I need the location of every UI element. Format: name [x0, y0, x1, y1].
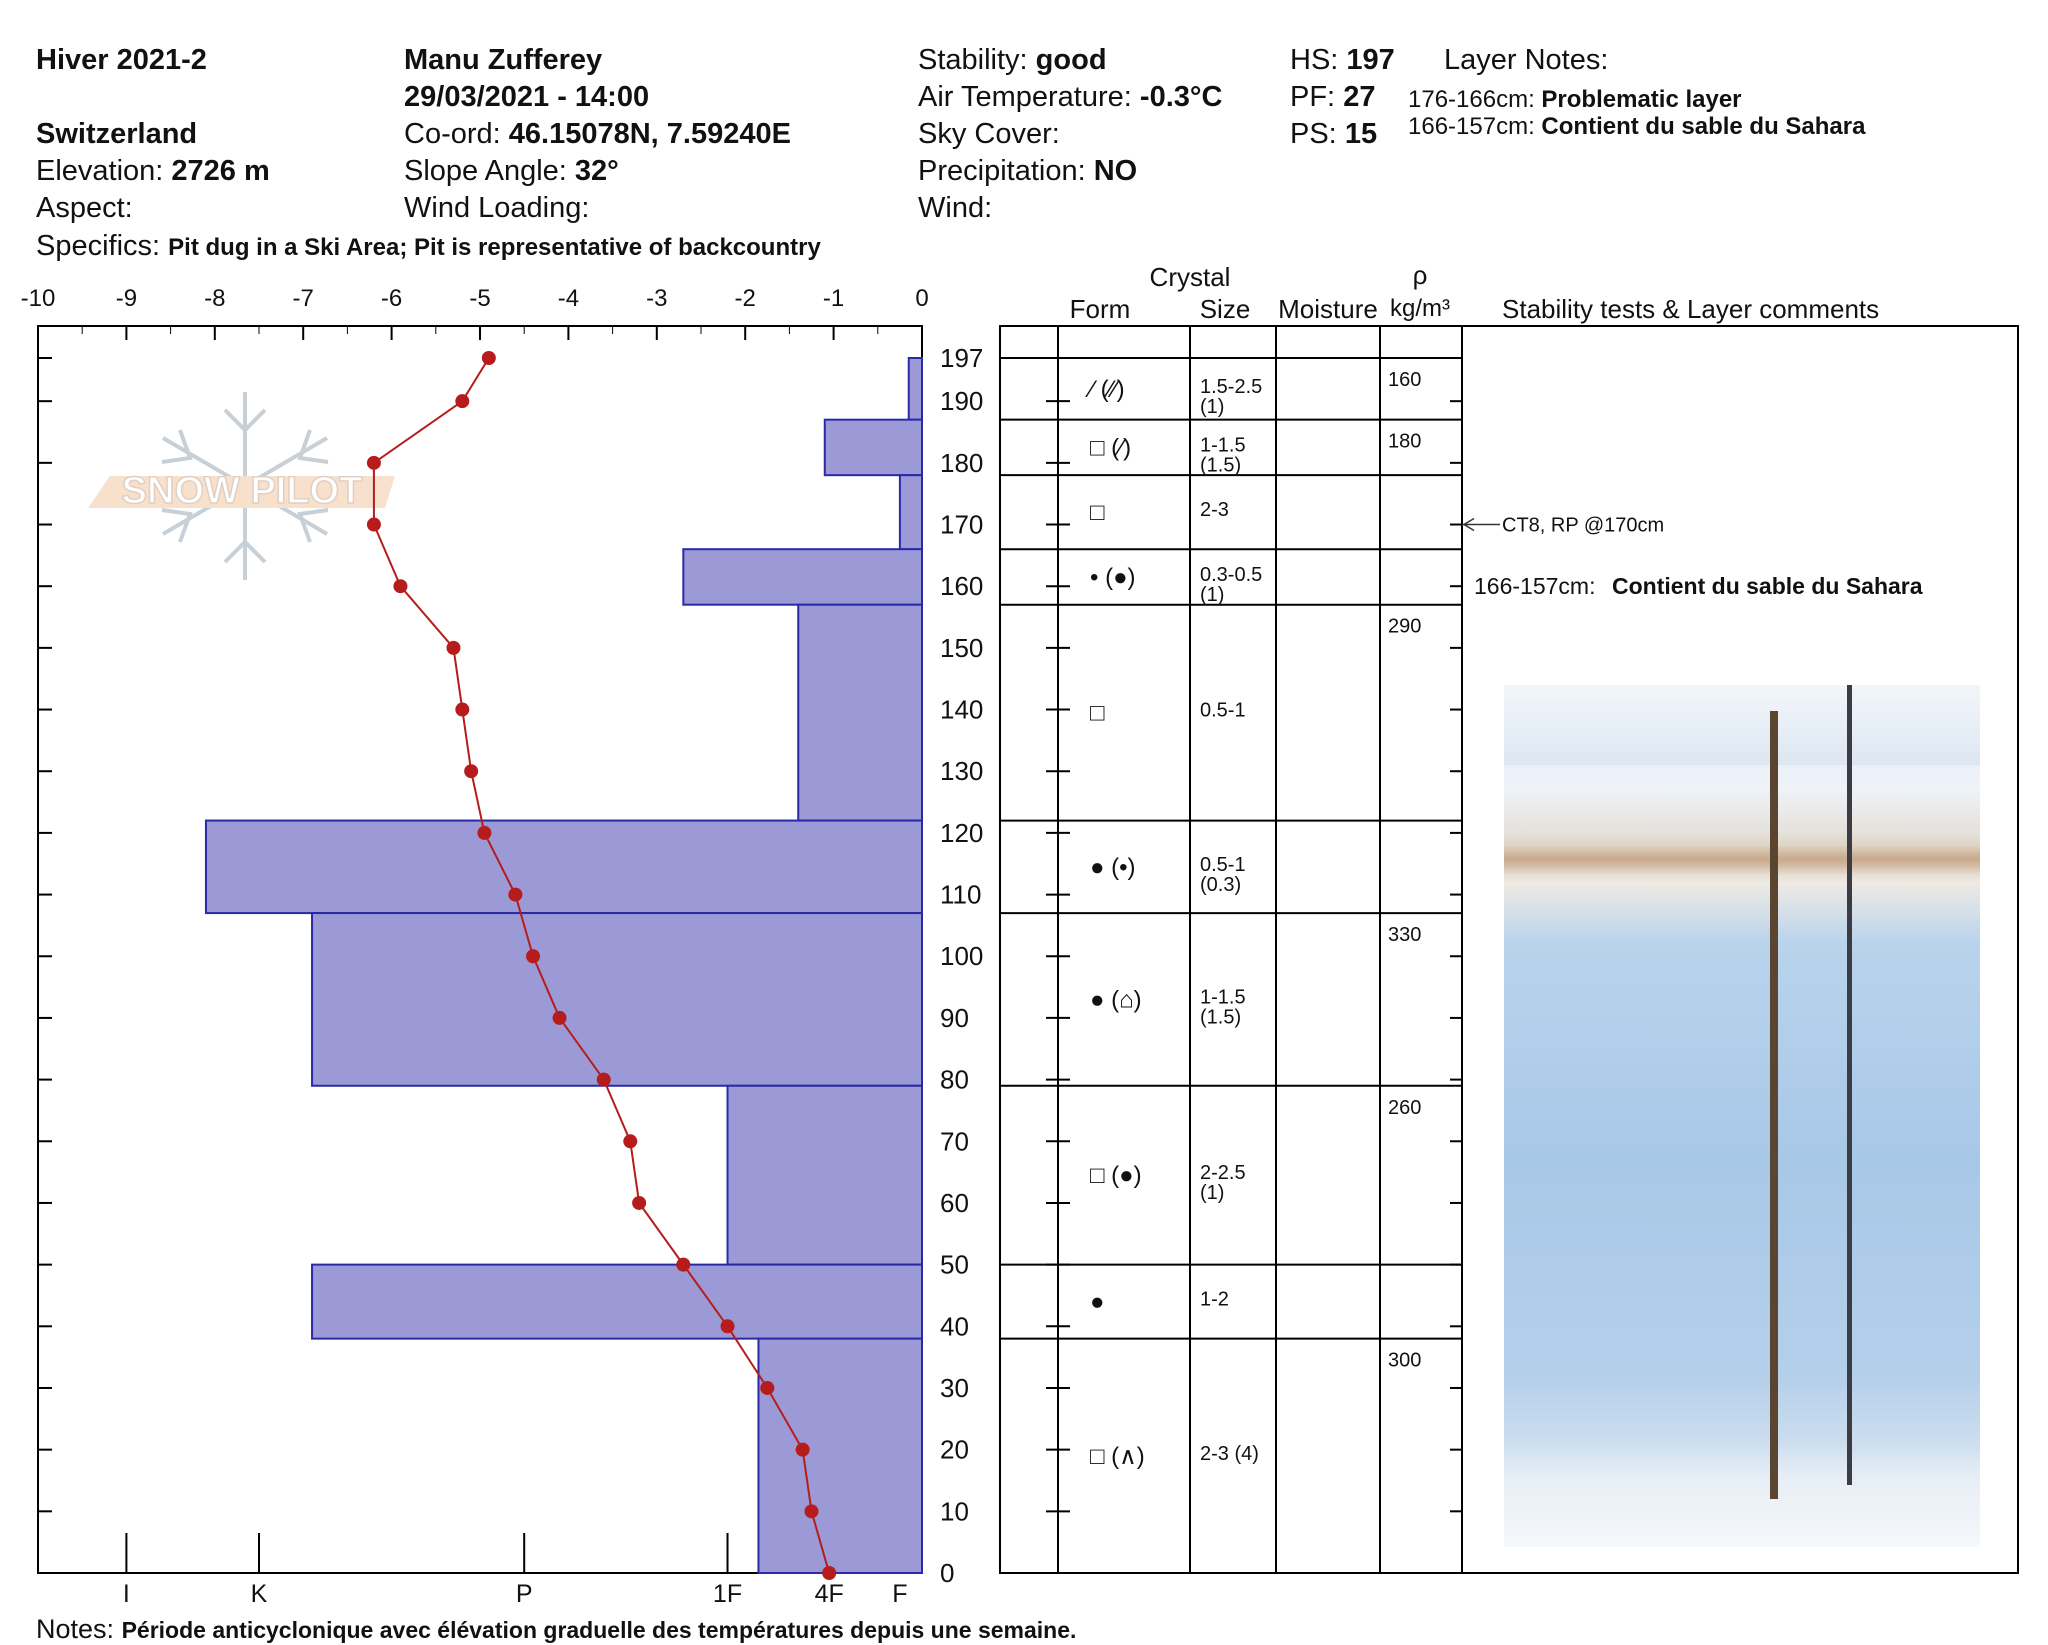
- temperature-point: [822, 1566, 836, 1580]
- hardness-tick-label: 1F: [712, 1580, 743, 1608]
- height-tick-label: 80: [940, 1064, 969, 1095]
- height-tick-label: 70: [940, 1126, 969, 1157]
- stability-label: Stability:: [918, 44, 1028, 76]
- layer-notes-title: Layer Notes:: [1444, 44, 1609, 76]
- precip-label: Precipitation:: [918, 155, 1086, 187]
- grain-size: 1.5-2.5: [1200, 375, 1263, 398]
- layer-comment-range: 166-157cm:: [1474, 573, 1596, 600]
- precip-value: NO: [1093, 155, 1138, 187]
- notes-value: Période anticyclonique avec élévation graduelle des températures depuis une semaine.: [121, 1617, 1077, 1643]
- comments-header: Stability tests & Layer comments: [1502, 294, 1880, 324]
- elevation-label: Elevation:: [36, 155, 164, 187]
- temperature-point: [446, 641, 460, 655]
- air-temp-label: Air Temperature:: [918, 81, 1132, 113]
- temp-tick-label: -6: [380, 285, 403, 312]
- grain-size-secondary: (1): [1200, 583, 1225, 606]
- height-tick-label: 0: [940, 1558, 955, 1588]
- grain-form: □: [1090, 499, 1105, 527]
- layer-table-frame: [1000, 326, 2018, 1573]
- hardness-tick-label: 4F: [814, 1580, 844, 1608]
- size-header: Size: [1199, 294, 1251, 324]
- grain-form: • (●): [1090, 563, 1136, 591]
- hardness-bar: [206, 821, 922, 914]
- grain-size: 1-1.5: [1200, 986, 1246, 1009]
- height-tick-label: 10: [940, 1496, 969, 1527]
- air-temp-value: -0.3°C: [1139, 81, 1223, 113]
- stability-test-comment: CT8, RP @170cm: [1502, 514, 1665, 537]
- coord-label: Co-ord:: [404, 118, 501, 150]
- grain-size: 1-2: [1200, 1288, 1229, 1311]
- temp-tick-label: -4: [557, 285, 580, 312]
- height-tick-label: 150: [940, 632, 984, 663]
- crystal-header: Crystal: [1149, 262, 1231, 292]
- temperature-point: [455, 394, 469, 408]
- grain-form: ●: [1090, 1288, 1105, 1316]
- temperature-point: [796, 1443, 810, 1457]
- layer-comment-text: Contient du sable du Sahara: [1612, 573, 1923, 600]
- height-tick-label: 190: [940, 386, 984, 417]
- height-tick-label: 140: [940, 694, 984, 725]
- coord-value: 46.15078N, 7.59240E: [508, 118, 791, 150]
- specifics-label: Specifics:: [36, 230, 161, 262]
- country: Switzerland: [36, 118, 198, 150]
- hardness-tick-label: P: [515, 1580, 533, 1608]
- height-tick-label: 30: [940, 1372, 969, 1403]
- grain-size: 2-3 (4): [1200, 1442, 1259, 1465]
- hardness-bar: [683, 549, 922, 605]
- temperature-point: [553, 1011, 567, 1025]
- grain-size-secondary: (1.5): [1200, 454, 1242, 477]
- hs-value: 197: [1346, 44, 1395, 76]
- density-unit-header: kg/m³: [1390, 295, 1450, 322]
- temp-tick-label: -3: [646, 285, 668, 312]
- grain-size-secondary: (1): [1200, 1182, 1225, 1205]
- logo-text: SNOW PILOT: [121, 470, 363, 512]
- temperature-point: [367, 518, 381, 532]
- temperature-point: [760, 1381, 774, 1395]
- height-tick-label: 170: [940, 509, 984, 540]
- temp-tick-label: 0: [915, 285, 929, 312]
- hardness-bar: [798, 605, 922, 821]
- ps-value: 15: [1344, 118, 1378, 150]
- grain-size: 0.3-0.5: [1200, 563, 1263, 586]
- slope-label: Slope Angle:: [404, 155, 567, 187]
- density-value: 330: [1388, 924, 1422, 947]
- layer-note-text: Contient du sable du Sahara: [1541, 113, 1866, 140]
- wind-label: Wind:: [918, 192, 993, 224]
- hardness-bar: [825, 420, 922, 476]
- temperature-point: [464, 764, 478, 778]
- wind-loading-label: Wind Loading:: [404, 192, 590, 224]
- density-value: 300: [1388, 1349, 1422, 1372]
- temp-tick-label: -2: [734, 285, 756, 312]
- slope-value: 32°: [574, 155, 619, 187]
- density-value: 180: [1388, 430, 1422, 453]
- temperature-point: [367, 456, 381, 470]
- temp-tick-label: -10: [20, 285, 56, 312]
- temp-tick-label: -1: [822, 285, 845, 312]
- grain-size-secondary: (1.5): [1200, 1006, 1242, 1029]
- density-value: 160: [1388, 369, 1422, 391]
- temperature-point: [526, 949, 540, 963]
- density-symbol-header: ρ: [1412, 260, 1428, 290]
- height-tick-label: 40: [940, 1311, 969, 1342]
- hardness-bar: [728, 1086, 922, 1265]
- temperature-point: [393, 579, 407, 593]
- height-tick-label: 130: [940, 756, 984, 787]
- hardness-tick-label: I: [122, 1580, 130, 1608]
- grain-form: □ (⁄): [1090, 434, 1132, 462]
- height-tick-label: 100: [940, 941, 984, 972]
- grain-size: 2-2.5: [1200, 1162, 1246, 1185]
- season-title: Hiver 2021-2: [36, 44, 207, 76]
- height-tick-label: 90: [940, 1002, 969, 1033]
- height-tick-label: 120: [940, 817, 984, 848]
- temp-tick-label: -5: [469, 285, 491, 312]
- hardness-bar: [758, 1339, 922, 1573]
- layer-note-range: 176-166cm:: [1408, 86, 1535, 113]
- grain-size: 2-3: [1200, 499, 1229, 522]
- stability-value: good: [1035, 44, 1107, 76]
- temperature-point: [455, 703, 469, 717]
- grain-form: ⁄ (⁄⁄): [1090, 375, 1125, 403]
- temperature-point: [597, 1073, 611, 1087]
- datetime: 29/03/2021 - 14:00: [404, 81, 650, 113]
- ps-label: PS:: [1290, 118, 1337, 150]
- height-tick-label: 20: [940, 1434, 969, 1465]
- elevation-value: 2726 m: [171, 155, 270, 187]
- temp-tick-label: -7: [292, 285, 314, 312]
- snow-pilot-logo: [88, 392, 395, 580]
- pf-label: PF:: [1290, 81, 1336, 113]
- temperature-point: [477, 826, 491, 840]
- density-value: 260: [1388, 1096, 1422, 1119]
- aspect-label: Aspect:: [36, 192, 133, 224]
- observer: Manu Zufferey: [404, 44, 603, 76]
- temperature-point: [632, 1196, 646, 1210]
- height-tick-label: 50: [940, 1249, 969, 1280]
- pf-value: 27: [1343, 81, 1376, 113]
- temperature-point: [721, 1319, 735, 1333]
- height-tick-label: 160: [940, 571, 984, 602]
- grain-form: □: [1090, 699, 1105, 727]
- hardness-bar: [909, 358, 922, 420]
- temperature-point: [805, 1504, 819, 1518]
- layer-note-range: 166-157cm:: [1408, 113, 1535, 140]
- grain-form: □ (∧): [1090, 1442, 1145, 1470]
- notes-label: Notes:: [36, 1614, 115, 1644]
- grain-size: 1-1.5: [1200, 434, 1246, 457]
- form-header: Form: [1069, 294, 1131, 324]
- grain-form: □ (●): [1090, 1162, 1142, 1190]
- grain-form: ● (⌂): [1090, 986, 1142, 1014]
- height-tick-label: 60: [940, 1187, 969, 1218]
- hardness-tick-label: K: [250, 1580, 268, 1608]
- hs-label: HS:: [1290, 44, 1339, 76]
- hardness-bar: [900, 475, 922, 549]
- temp-tick-label: -9: [115, 285, 138, 312]
- grain-size-secondary: (0.3): [1200, 873, 1242, 896]
- height-tick-label: 180: [940, 447, 984, 478]
- notes: [36, 1614, 1076, 1645]
- temperature-point: [676, 1258, 690, 1272]
- moisture-header: Moisture: [1278, 294, 1378, 324]
- temp-tick-label: -8: [204, 285, 226, 312]
- height-tick-label: 110: [940, 879, 982, 910]
- temperature-point: [508, 888, 522, 902]
- density-value: 290: [1388, 615, 1422, 638]
- height-tick-label: 197: [940, 343, 984, 373]
- temperature-point: [623, 1134, 637, 1148]
- hardness-tick-label: F: [892, 1580, 908, 1608]
- grain-size-secondary: (1): [1200, 395, 1225, 418]
- layer-note-text: Problematic layer: [1541, 86, 1742, 113]
- hardness-bar: [312, 1265, 922, 1339]
- hardness-bar: [312, 913, 922, 1086]
- specifics-value: Pit dug in a Ski Area; Pit is representative of backcountry: [168, 234, 821, 261]
- sky-cover-label: Sky Cover:: [918, 118, 1060, 150]
- grain-form: ● (•): [1090, 853, 1136, 881]
- temperature-point: [482, 351, 496, 365]
- grain-size: 0.5-1: [1200, 853, 1246, 876]
- grain-size: 0.5-1: [1200, 699, 1246, 722]
